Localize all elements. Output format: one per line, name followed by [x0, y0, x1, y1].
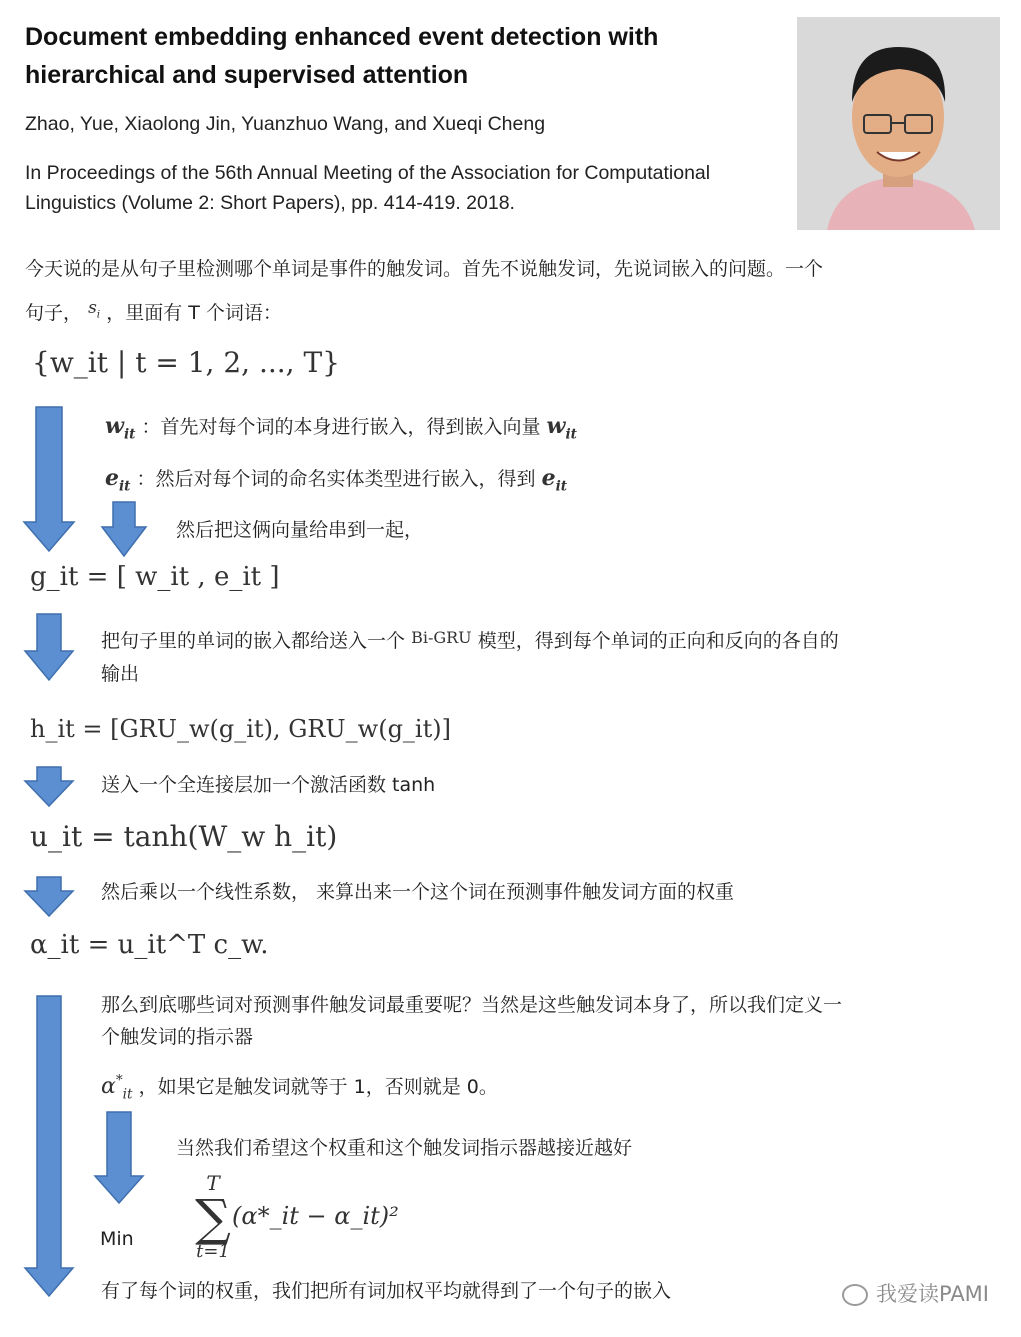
intro-line1: 今天说的是从句子里检测哪个单词是事件的触发词。首先不说触发词，先说词嵌入的问题。一个 — [25, 258, 824, 280]
wechat-icon — [842, 1284, 868, 1306]
sum-body: (α*_it − α_it)² — [232, 1202, 399, 1230]
e-text: ：然后对每个词的命名实体类型进行嵌入，得到 — [136, 468, 536, 490]
paper-venue-line2: Linguistics (Volume 2: Short Papers), pp. 414-419. 2018. — [25, 192, 515, 214]
indicator-text: ，如果它是触发词就等于 1，否则就是 0。 — [138, 1076, 498, 1098]
weight-text: 然后乘以一个线性系数， 来算出来一个这个词在预测事件触发词方面的权重 — [101, 881, 735, 903]
paper-venue-line1: In Proceedings of the 56th Annual Meeting of the Association for Computational — [25, 162, 711, 184]
w-symbol-end — [546, 413, 577, 443]
bigru-text-a: 把句子里的单词的嵌入都给送入一个 — [101, 630, 406, 652]
h-equation-text: h_it = [GRU_w(g_it), GRU_w(g_it)] — [30, 715, 451, 743]
e-symbol-end-base: e — [541, 465, 556, 491]
u-equation-text: u_it = tanh(W_w h_it) — [30, 820, 338, 853]
paper-authors: Zhao, Yue, Xiaolong Jin, Yuanzhuo Wang, and Xueqi Cheng — [25, 113, 546, 135]
w-symbol-base: w — [105, 413, 124, 439]
w-text: ：首先对每个词的本身进行嵌入，得到嵌入向量 — [141, 416, 541, 438]
sum-upper-limit: T — [206, 1171, 220, 1195]
w-symbol-end-sub: it — [565, 426, 577, 443]
intro-line2-start: 句子， — [25, 302, 83, 324]
e-symbol-end-sub: it — [555, 478, 568, 495]
watermark — [842, 1278, 989, 1308]
word-embedding-line — [105, 412, 577, 442]
arrow-short-concat — [102, 502, 146, 556]
entity-embedding-line — [105, 464, 567, 494]
min-label: Min — [100, 1228, 134, 1250]
arrow-fc — [25, 767, 73, 806]
bigru-text — [101, 625, 839, 690]
question-text — [101, 989, 842, 1053]
concat-text: 然后把这俩向量给串到一起， — [176, 519, 424, 541]
e-symbol-base: e — [105, 465, 119, 491]
w-symbol-sub: it — [123, 426, 136, 443]
arrow-long-1 — [24, 407, 74, 551]
indicator-line — [101, 1072, 498, 1102]
question-line2: 个触发词的指示器 — [101, 1026, 254, 1048]
g-equation-text: g_it = [ w_it , e_it ] — [30, 562, 280, 592]
e-symbol — [105, 465, 131, 495]
alpha-equation — [30, 930, 269, 960]
final-text: 有了每个词的权重，我们把所有词加权平均就得到了一个句子的嵌入 — [101, 1280, 672, 1302]
sum-sigma-icon: ∑ — [195, 1189, 231, 1247]
paper-title-line2: hierarchical and supervised attention — [25, 61, 469, 89]
bigru-text-line1 — [101, 625, 839, 658]
question-line1: 那么到底哪些词对预测事件触发词最重要呢？当然是这些触发词本身了，所以我们定义一 — [101, 994, 843, 1016]
g-equation — [30, 562, 280, 592]
w-symbol — [105, 413, 136, 443]
w-symbol-end-base: w — [546, 413, 566, 439]
fc-text: 送入一个全连接层加一个激活函数 tanh — [101, 774, 436, 796]
arrow-long-2 — [25, 996, 73, 1296]
intro-sentence-symbol-base: s — [88, 298, 97, 318]
arrow-short-min — [95, 1112, 143, 1203]
word-set-equation-text: {w_it | t = 1, 2, ..., T} — [32, 346, 340, 379]
intro-line2-end: ，里面有 T 个词语： — [106, 302, 282, 324]
intro-sentence-symbol-sub: i — [96, 308, 101, 321]
bigru-text-line2: 输出 — [101, 663, 140, 685]
h-equation — [30, 715, 451, 743]
alpha-equation-text: α_it = u_it^T c_w. — [30, 930, 269, 960]
watermark-text: 我爱读PAMI — [876, 1282, 989, 1306]
arrow-bigru — [25, 614, 73, 680]
paper-title-line1: Document embedding enhanced event detection with — [25, 23, 659, 51]
arrow-weight — [25, 877, 73, 916]
alpha-star-symbol: $\alpha^*_{it}$ — [101, 1072, 133, 1103]
bigru-text-b: 模型，得到每个单词的正向和反向的各自的 — [477, 630, 839, 652]
e-symbol-end — [541, 465, 568, 495]
hope-text: 当然我们希望这个权重和这个触发词指示器越接近越好 — [176, 1137, 633, 1159]
u-equation — [30, 820, 337, 853]
bigru-model-name: Bi-GRU — [411, 628, 472, 647]
sum-lower-limit: t=1 — [196, 1241, 230, 1262]
e-symbol-sub: it — [119, 478, 131, 495]
